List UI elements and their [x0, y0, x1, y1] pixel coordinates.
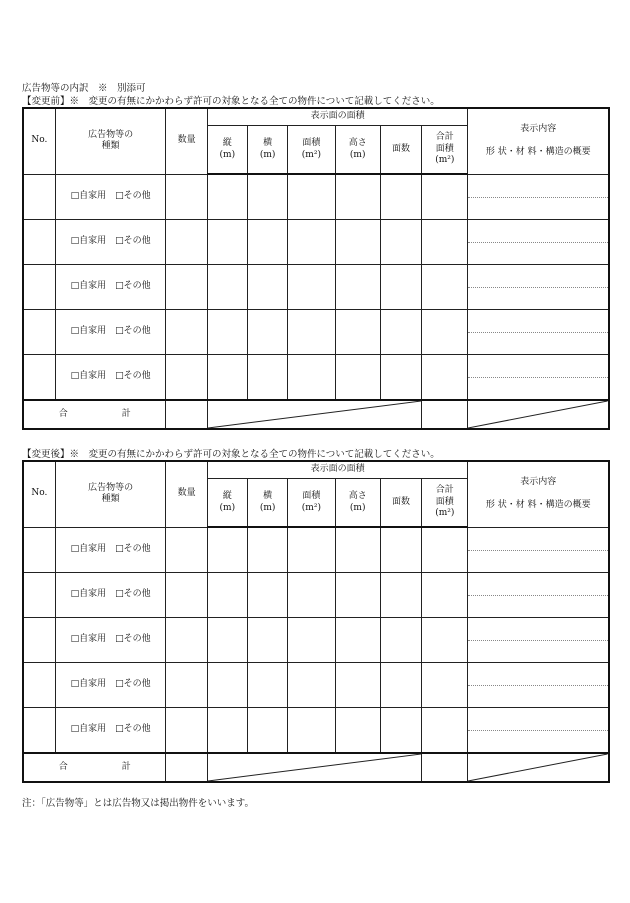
type-checkboxes[interactable]: □自家用 □その他 — [55, 174, 166, 220]
header-quantity: 数量 — [166, 108, 207, 174]
type-checkboxes[interactable]: □自家用 □その他 — [55, 265, 166, 310]
header-horizontal: 横 (m) — [247, 479, 287, 528]
header-faces: 面数 — [380, 126, 421, 175]
header-display-content: 表示内容 形 状・材 料・構造の概要 — [468, 108, 609, 174]
content-cell[interactable] — [468, 618, 609, 663]
table-row — [23, 310, 609, 355]
table-row — [23, 174, 609, 220]
total-area-cell[interactable] — [422, 400, 468, 429]
total-row — [23, 400, 609, 429]
header-faces: 面数 — [380, 479, 421, 528]
header-total-area: 合計 面積 (m²) — [422, 126, 468, 175]
content-cell[interactable] — [468, 708, 609, 754]
total-label: 合 計 — [23, 753, 166, 782]
header-vertical: 縦 (m) — [207, 479, 247, 528]
table-row — [23, 573, 609, 618]
before-change-table — [22, 107, 610, 430]
total-content-diagonal — [468, 753, 609, 782]
table-row — [23, 663, 609, 708]
header-quantity: 数量 — [166, 461, 207, 527]
header-vertical: 縦 (m) — [207, 126, 247, 175]
after-change-heading: 【変更後】※ 変更の有無にかかわらず許可の対象となる全ての物件について記載してください。 — [22, 449, 440, 460]
before-change-heading: 【変更前】※ 変更の有無にかかわらず許可の対象となる全ての物件について記載してください。 — [22, 96, 440, 107]
total-diagonal-cell — [207, 753, 421, 782]
type-checkboxes[interactable]: □自家用 □その他 — [55, 663, 166, 708]
content-cell[interactable] — [468, 220, 609, 265]
content-cell[interactable] — [468, 265, 609, 310]
header-type: 広告物等の 種類 — [55, 108, 166, 174]
table-row — [23, 265, 609, 310]
type-checkboxes[interactable]: □自家用 □その他 — [55, 618, 166, 663]
type-checkboxes[interactable]: □自家用 □その他 — [55, 573, 166, 618]
header-display-content: 表示内容 形 状・材 料・構造の概要 — [468, 461, 609, 527]
header-no: No. — [23, 461, 55, 527]
header-no: No. — [23, 108, 55, 174]
type-checkboxes[interactable]: □自家用 □その他 — [55, 708, 166, 754]
table-row — [23, 220, 609, 265]
footnote: 注：「広告物等」とは広告物又は掲出物件をいいます。 — [22, 798, 254, 809]
header-horizontal: 横 (m) — [247, 126, 287, 175]
table-row — [23, 527, 609, 573]
header-display-area: 表示面の面積 — [207, 461, 468, 479]
header-area: 面積 (m²) — [288, 126, 335, 175]
total-label: 合 計 — [23, 400, 166, 429]
content-cell[interactable] — [468, 663, 609, 708]
header-height: 高さ (m) — [335, 126, 380, 175]
header-type: 広告物等の 種類 — [55, 461, 166, 527]
type-checkboxes[interactable]: □自家用 □その他 — [55, 220, 166, 265]
header-display-area: 表示面の面積 — [207, 108, 468, 126]
type-checkboxes[interactable]: □自家用 □その他 — [55, 310, 166, 355]
header-area: 面積 (m²) — [288, 479, 335, 528]
table-row — [23, 708, 609, 754]
type-checkboxes[interactable]: □自家用 □その他 — [55, 355, 166, 401]
content-cell[interactable] — [468, 527, 609, 573]
total-content-diagonal — [468, 400, 609, 429]
content-cell[interactable] — [468, 310, 609, 355]
total-diagonal-cell — [207, 400, 421, 429]
breakdown-title: 広告物等の内訳 ※ 別添可 — [22, 83, 146, 94]
type-checkboxes[interactable]: □自家用 □その他 — [55, 527, 166, 573]
table-row — [23, 355, 609, 401]
header-total-area: 合計 面積 (m²) — [422, 479, 468, 528]
total-row — [23, 753, 609, 782]
content-cell[interactable] — [468, 355, 609, 401]
after-change-table — [22, 460, 610, 783]
table-row — [23, 618, 609, 663]
header-height: 高さ (m) — [335, 479, 380, 528]
total-area-cell[interactable] — [422, 753, 468, 782]
content-cell[interactable] — [468, 573, 609, 618]
content-cell[interactable] — [468, 174, 609, 220]
